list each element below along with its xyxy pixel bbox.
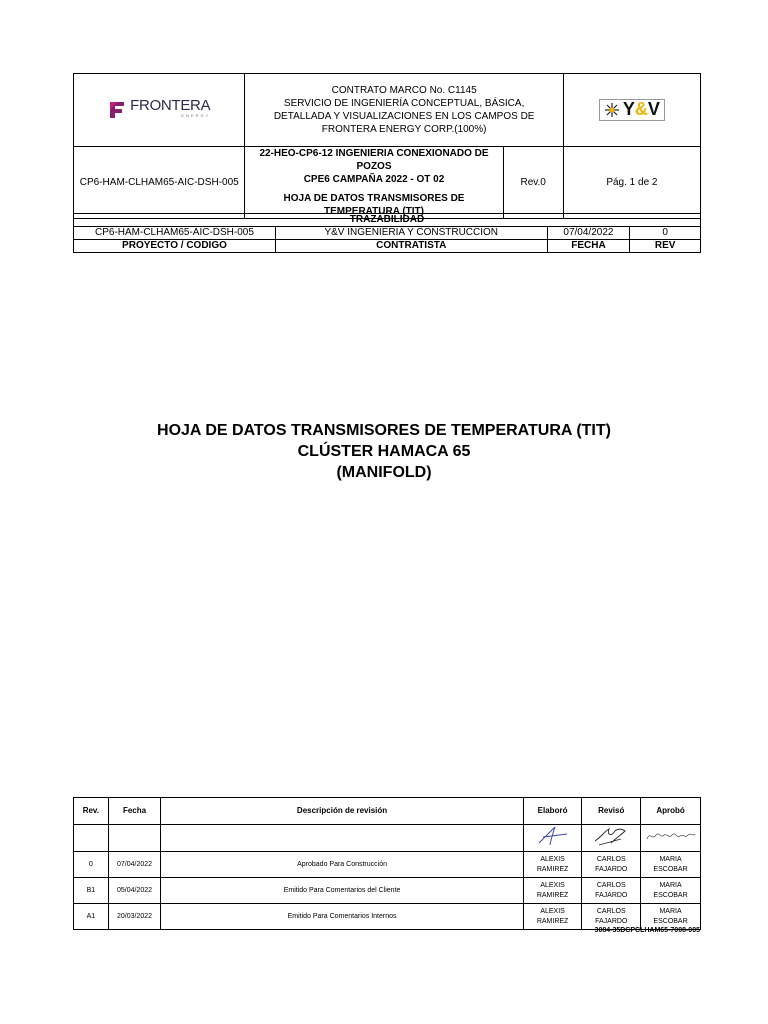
document-header [73,73,701,219]
signature-aprobo-image [645,825,697,847]
name-line: MARIA [659,881,682,889]
row-elaboro [523,904,582,930]
sig-empty [74,825,109,852]
doc-rev: Rev.0 [503,147,563,219]
project-info [245,147,503,219]
reviso-header: Revisó [582,798,641,825]
row-reviso [582,904,641,930]
row-elaboro [523,852,582,878]
signature-reviso [582,825,641,852]
name-line: MARIA [659,907,682,915]
label-date: FECHA [547,240,630,253]
name-line: RAMIREZ [536,865,569,873]
yv-logo-icon [604,102,620,118]
label-contractor: CONTRATISTA [275,240,547,253]
row-rev: 0 [74,852,109,878]
name-line: RAMIREZ [536,917,569,925]
project-line-1: 22-HEO-CP6-12 INGENIERIA CONEXIONADO DE POZOS [259,148,489,172]
row-rev: B1 [74,878,109,904]
sig-empty [108,825,161,852]
elaboro-header: Elaboró [523,798,582,825]
frontera-logo-subtext: ENERGY [181,112,211,118]
name-line: FAJARDO [595,917,628,925]
name-line: CARLOS [596,881,626,889]
date-header: Fecha [108,798,161,825]
signature-elaboro [523,825,582,852]
name-line: ESCOBAR [653,865,688,873]
yv-logo [599,99,665,121]
name-line: MARIA [659,855,682,863]
name-line: ALEXIS [540,881,565,889]
main-title [0,420,768,483]
main-title-line-2: CLÚSTER HAMACA 65 [297,443,471,460]
name-line: ESCOBAR [653,891,688,899]
row-reviso [582,852,641,878]
footer-code: 3084-35DCPCLHAM65-7008-005 [594,927,700,934]
contract-line: DETALLADA Y VISUALIZACIONES EN LOS CAMPOS DE [273,111,535,122]
description-header: Descripción de revisión [161,798,523,825]
name-line: FAJARDO [595,891,628,899]
row-reviso [582,878,641,904]
row-rev: A1 [74,904,109,930]
frontera-logo-icon [108,100,126,120]
contract-info [245,74,563,147]
row-aprobo [641,878,701,904]
project-line-2: CPE6 CAMPAÑA 2022 - OT 02 [303,174,445,185]
revision-table [73,797,701,930]
main-title-line-1: HOJA DE DATOS TRANSMISORES DE TEMPERATURA (TIT) [157,422,611,439]
row-aprobo [641,852,701,878]
traceability-date: 07/04/2022 [547,227,630,240]
row-aprobo [641,904,701,930]
frontera-logo [74,96,244,122]
contract-line: SERVICIO DE INGENIERÍA CONCEPTUAL, BÁSICA, [283,98,525,109]
traceability-title: TRAZABILIDAD [74,214,701,227]
traceability-rev: 0 [630,227,701,240]
label-project-code: PROYECTO / CODIGO [74,240,276,253]
name-line: ESCOBAR [653,917,688,925]
sig-empty [161,825,523,852]
name-line: ALEXIS [540,907,565,915]
row-date: 05/04/2022 [108,878,161,904]
client-logo-cell [74,74,245,147]
row-date: 20/03/2022 [108,904,161,930]
contract-line: FRONTERA ENERGY CORP.(100%) [321,124,487,135]
doc-page: Pág. 1 de 2 [563,147,700,219]
rev-header: Rev. [74,798,109,825]
yv-logo-text: Y&V [622,99,660,119]
name-line: ALEXIS [540,855,565,863]
contractor-logo-cell [563,74,700,147]
label-rev: REV [630,240,701,253]
main-title-line-3: (MANIFOLD) [336,464,432,481]
name-line: CARLOS [596,907,626,915]
traceability-code: CP6-HAM-CLHAM65-AIC-DSH-005 [74,227,276,240]
traceability-contractor: Y&V INGENIERIA Y CONSTRUCCION [275,227,547,240]
frontera-logo-text: FRONTERA [130,96,211,114]
aprobo-header: Aprobó [641,798,701,825]
signature-aprobo [641,825,701,852]
signature-reviso-image [591,825,631,847]
name-line: CARLOS [596,855,626,863]
row-description: Aprobado Para Construcción [161,852,523,878]
signature-elaboro-image [533,825,573,847]
doc-title-header: HOJA DE DATOS TRANSMISORES DE TEMPERATURA (TIT) [283,193,465,217]
row-description: Emitido Para Comentarios del Cliente [161,878,523,904]
name-line: FAJARDO [595,865,628,873]
doc-code: CP6-HAM-CLHAM65-AIC-DSH-005 [74,147,245,219]
row-date: 07/04/2022 [108,852,161,878]
contract-line: CONTRATO MARCO No. C1145 [331,85,477,96]
name-line: RAMIREZ [536,891,569,899]
row-description: Emitido Para Comentarios Internos [161,904,523,930]
traceability-table [73,213,701,253]
row-elaboro [523,878,582,904]
